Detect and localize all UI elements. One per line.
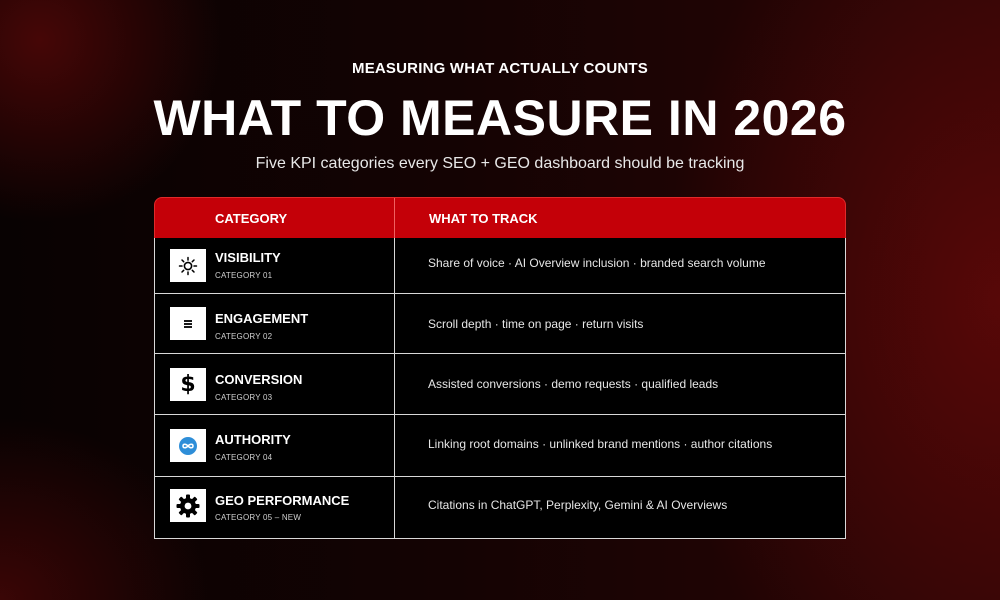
track-text: Scroll depth · time on page · return visits [428,317,644,331]
icon-tile [170,307,206,340]
track-cell [395,238,845,293]
category-cell [155,354,395,414]
table-row [154,477,846,539]
icon-tile [170,489,206,522]
category-number: CATEGORY 03 [215,393,273,402]
kpi-table [154,197,846,540]
header-category: CATEGORY [155,198,395,238]
track-cell [395,477,845,538]
icon-tile [170,368,206,401]
track-text: Share of voice · AI Overview inclusion · branded search volume [428,256,766,270]
category-cell [155,415,395,476]
sun-icon [178,256,198,276]
table-row [154,354,846,415]
infinity-icon [178,436,198,456]
header-what-to-track: WHAT TO TRACK [429,211,538,226]
track-cell [395,294,845,353]
table-row [154,238,846,294]
page-title: WHAT TO MEASURE IN 2026 [153,90,847,146]
category-cell [155,477,395,538]
category-number: CATEGORY 05 – NEW [215,513,302,522]
category-name: CONVERSION [215,372,303,387]
category-cell [155,294,395,353]
track-cell [395,354,845,414]
table-row [154,415,846,477]
category-number: CATEGORY 01 [215,271,273,280]
category-number: CATEGORY 02 [215,332,273,341]
category-name: ENGAGEMENT [215,311,309,326]
track-text: Linking root domains · unlinked brand mentions · author citations [428,437,773,451]
track-cell [395,415,845,476]
dollar-icon: $ [180,372,196,397]
icon-tile [170,249,206,282]
eyebrow-text: MEASURING WHAT ACTUALLY COUNTS [352,60,648,77]
page-subtitle: Five KPI categories every SEO + GEO dashboard should be tracking [255,155,745,172]
menu-lines-icon [181,317,195,331]
track-text: Assisted conversions · demo requests · qualified leads [428,377,719,391]
category-number: CATEGORY 04 [215,453,273,462]
category-name: GEO PERFORMANCE [215,493,350,508]
table-row [154,294,846,354]
category-cell [155,238,395,293]
track-text: Citations in ChatGPT, Perplexity, Gemini & AI Overviews [428,498,728,512]
category-name: VISIBILITY [215,250,281,265]
table-header [154,197,846,238]
gear-icon [175,493,201,519]
icon-tile [170,429,206,462]
category-name: AUTHORITY [215,432,291,447]
